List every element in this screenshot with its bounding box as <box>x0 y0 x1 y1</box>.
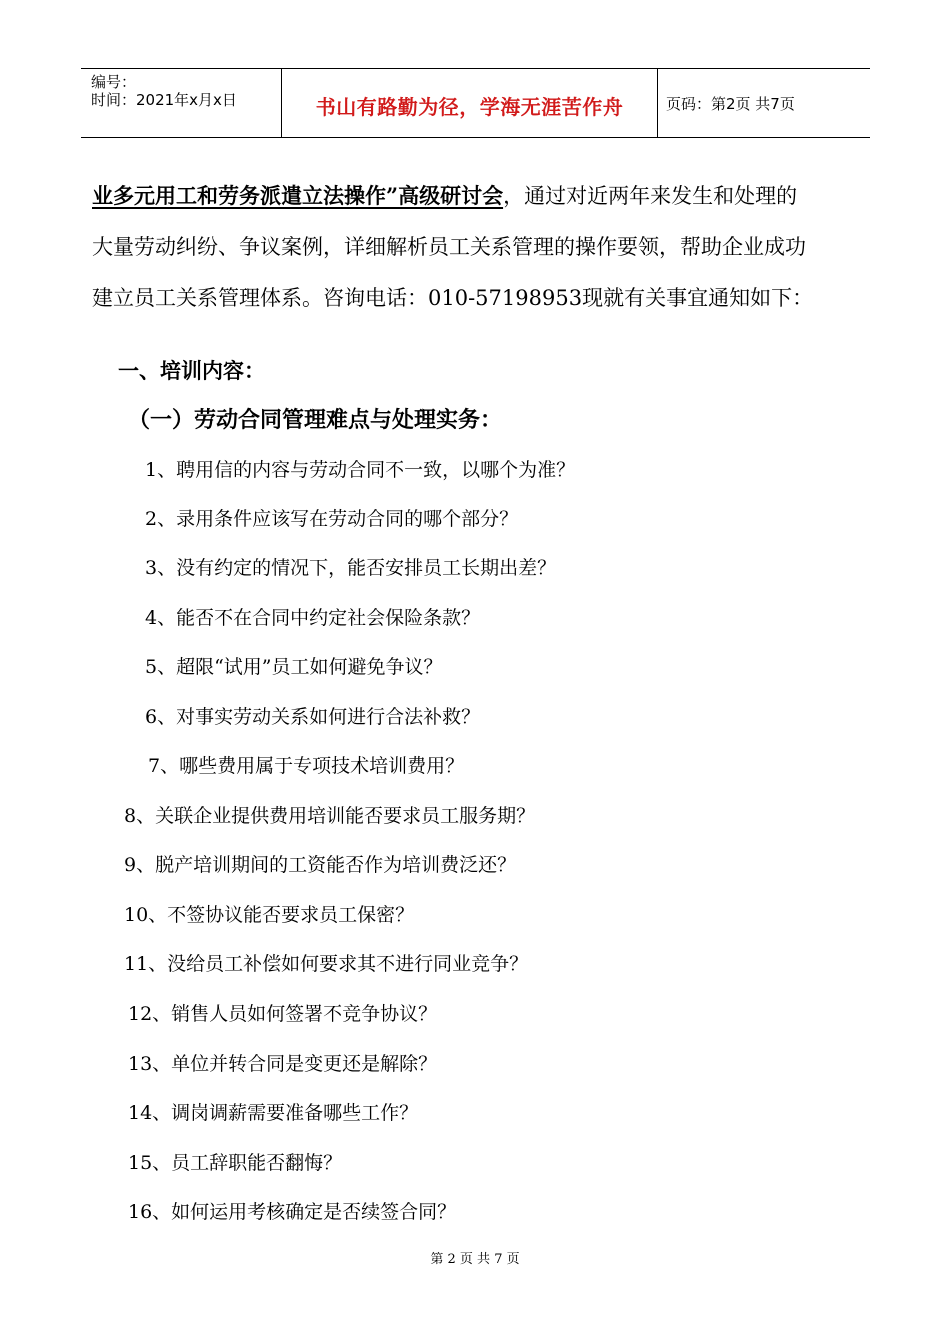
list-item: 14、调岗调薪需要准备哪些工作？ <box>128 1102 419 1124</box>
intro-line-2: 大量劳动纠纷、争议案例，详细解析员工关系管理的操作要领，帮助企业成功 <box>92 235 806 259</box>
section-title: 一、培训内容： <box>118 358 265 383</box>
list-item: 1、聘用信的内容与劳动合同不一致，以哪个为准？ <box>145 459 576 481</box>
intro-line-1-rest: ，通过对近两年来发生和处理的 <box>503 184 798 208</box>
header-page-cell <box>658 69 870 137</box>
list-item: 6、对事实劳动关系如何进行合法补救？ <box>145 706 481 728</box>
list-item: 4、能否不在合同中约定社会保险条款？ <box>145 607 481 629</box>
list-item: 9、脱产培训期间的工资能否作为培训费泛还？ <box>124 854 517 876</box>
motto: 书山有路勤为径，学海无涯苦作舟 <box>315 95 624 119</box>
list-item: 3、没有约定的情况下，能否安排员工长期出差？ <box>145 557 557 579</box>
subsection-title: （一）劳动合同管理难点与处理实务： <box>128 407 503 433</box>
document-header <box>81 68 870 138</box>
intro-line-3: 建立员工关系管理体系。咨询电话：010-57198953现就有关事宜通知如下： <box>92 286 814 310</box>
list-item: 16、如何运用考核确定是否续签合同？ <box>128 1201 457 1223</box>
list-item: 8、关联企业提供费用培训能否要求员工服务期？ <box>124 805 536 827</box>
list-item: 5、超限“试用”员工如何避免争议？ <box>145 656 443 678</box>
number-label: 编号： <box>91 73 137 91</box>
list-item: 15、员工辞职能否翻悔？ <box>128 1152 343 1174</box>
list-item: 2、录用条件应该写在劳动合同的哪个部分？ <box>145 508 519 530</box>
list-item: 12、销售人员如何签署不竞争协议？ <box>128 1003 438 1025</box>
event-title: 业多元用工和劳务派遣立法操作”高级研讨会 <box>92 183 504 208</box>
intro-line-1 <box>92 180 862 210</box>
list-item: 11、没给员工补偿如何要求其不进行同业竞争？ <box>124 953 529 975</box>
page-footer: 第 2 页 共 7 页 <box>430 1252 520 1267</box>
time-label: 时间：2021年x月x日 <box>91 91 237 109</box>
header-motto-cell <box>281 69 658 137</box>
list-item: 13、单位并转合同是变更还是解除？ <box>128 1053 438 1075</box>
page-info: 页码：第2页 共7页 <box>666 95 795 113</box>
list-item: 10、不签协议能否要求员工保密？ <box>124 904 415 926</box>
header-meta-cell <box>81 69 281 137</box>
list-item: 7、哪些费用属于专项技术培训费用？ <box>148 755 465 777</box>
